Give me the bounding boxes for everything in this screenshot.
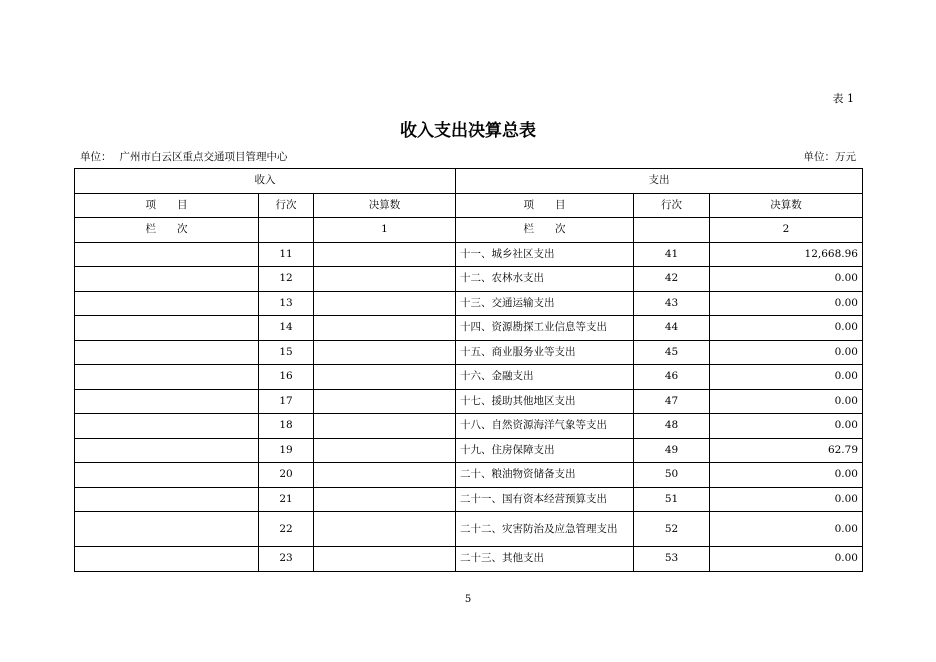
income-line-cell: 17 xyxy=(259,389,314,414)
income-line-cell: 15 xyxy=(259,340,314,365)
expense-line-cell: 46 xyxy=(634,365,710,390)
income-line-cell: 11 xyxy=(259,242,314,267)
expense-line-cell: 49 xyxy=(634,438,710,463)
income-item-cell xyxy=(75,463,259,488)
income-amount-cell xyxy=(314,340,456,365)
income-line-cell: 16 xyxy=(259,365,314,390)
column-header-row xyxy=(75,193,863,218)
income-amount-cell xyxy=(314,242,456,267)
income-line-cell: 23 xyxy=(259,547,314,572)
expense-line-cell: 45 xyxy=(634,340,710,365)
table-row xyxy=(75,267,863,292)
expense-item-cell: 二十二、灾害防治及应急管理支出 xyxy=(456,512,634,547)
expense-amount-cell: 0.00 xyxy=(710,340,863,365)
budget-table xyxy=(74,168,863,572)
expense-item-cell: 十七、援助其他地区支出 xyxy=(456,389,634,414)
expense-amount-cell: 12,668.96 xyxy=(710,242,863,267)
income-item-cell xyxy=(75,316,259,341)
unit-label: 单位： xyxy=(80,151,112,163)
income-item-cell xyxy=(75,547,259,572)
income-amount-cell xyxy=(314,438,456,463)
income-amount-header: 决算数 xyxy=(314,193,456,218)
expense-item-cell: 十五、商业服务业等支出 xyxy=(456,340,634,365)
income-item-cell xyxy=(75,438,259,463)
income-line-cell: 20 xyxy=(259,463,314,488)
income-section-header: 收入 xyxy=(75,169,456,194)
table-row xyxy=(75,512,863,547)
income-line-cell: 13 xyxy=(259,291,314,316)
income-line-cell: 21 xyxy=(259,487,314,512)
page-title: 收入支出决算总表 xyxy=(400,121,536,141)
income-item-cell xyxy=(75,291,259,316)
table-row xyxy=(75,487,863,512)
expense-amount-cell: 0.00 xyxy=(710,291,863,316)
table-row xyxy=(75,414,863,439)
expense-item-cell: 十九、住房保障支出 xyxy=(456,438,634,463)
income-amount-cell xyxy=(314,487,456,512)
income-amount-cell xyxy=(314,512,456,547)
table-row xyxy=(75,463,863,488)
income-item-cell xyxy=(75,512,259,547)
expense-line-cell: 47 xyxy=(634,389,710,414)
expense-amount-cell: 0.00 xyxy=(710,512,863,547)
table-number: 表 1 xyxy=(832,92,854,105)
expense-line-cell: 51 xyxy=(634,487,710,512)
expense-item-cell: 十一、城乡社区支出 xyxy=(456,242,634,267)
income-item-cell xyxy=(75,267,259,292)
income-item-cell xyxy=(75,487,259,512)
expense-item-cell: 十三、交通运输支出 xyxy=(456,291,634,316)
expense-item-cell: 二十三、其他支出 xyxy=(456,547,634,572)
income-amount-cell xyxy=(314,291,456,316)
expense-line-cell: 41 xyxy=(634,242,710,267)
organization-name: 广州市白云区重点交通项目管理中心 xyxy=(119,151,288,163)
table-row xyxy=(75,316,863,341)
income-line-cell: 18 xyxy=(259,414,314,439)
income-item-cell xyxy=(75,242,259,267)
expense-item-cell: 十二、农林水支出 xyxy=(456,267,634,292)
income-amount-cell xyxy=(314,414,456,439)
table-row xyxy=(75,438,863,463)
income-line-cell: 19 xyxy=(259,438,314,463)
table-row xyxy=(75,340,863,365)
expense-amount-cell: 0.00 xyxy=(710,365,863,390)
income-line-header: 行次 xyxy=(259,193,314,218)
income-line-cell: 22 xyxy=(259,512,314,547)
expense-line-cell: 42 xyxy=(634,267,710,292)
expense-amount-cell: 62.79 xyxy=(710,438,863,463)
expense-column-number: 2 xyxy=(710,218,863,243)
expense-line-blank xyxy=(634,218,710,243)
income-amount-cell xyxy=(314,547,456,572)
income-line-cell: 14 xyxy=(259,316,314,341)
income-item-header: 项 目 xyxy=(75,193,259,218)
expense-amount-cell: 0.00 xyxy=(710,547,863,572)
organization-line xyxy=(80,149,288,164)
expense-item-cell: 十六、金融支出 xyxy=(456,365,634,390)
expense-line-cell: 48 xyxy=(634,414,710,439)
expense-line-cell: 44 xyxy=(634,316,710,341)
expense-column-label: 栏 次 xyxy=(456,218,634,243)
column-number-row xyxy=(75,218,863,243)
income-amount-cell xyxy=(314,463,456,488)
expense-amount-cell: 0.00 xyxy=(710,267,863,292)
expense-amount-cell: 0.00 xyxy=(710,414,863,439)
expense-line-cell: 52 xyxy=(634,512,710,547)
income-line-blank xyxy=(259,218,314,243)
income-amount-cell xyxy=(314,389,456,414)
expense-item-cell: 二十、粮油物资储备支出 xyxy=(456,463,634,488)
income-item-cell xyxy=(75,414,259,439)
income-column-label: 栏 次 xyxy=(75,218,259,243)
expense-amount-cell: 0.00 xyxy=(710,316,863,341)
expense-amount-header: 决算数 xyxy=(710,193,863,218)
expense-line-cell: 50 xyxy=(634,463,710,488)
expense-section-header: 支出 xyxy=(456,169,863,194)
table-row xyxy=(75,389,863,414)
section-header-row xyxy=(75,169,863,194)
expense-item-cell: 十八、自然资源海洋气象等支出 xyxy=(456,414,634,439)
income-column-number: 1 xyxy=(314,218,456,243)
expense-line-header: 行次 xyxy=(634,193,710,218)
expense-item-cell: 十四、资源勘探工业信息等支出 xyxy=(456,316,634,341)
income-item-cell xyxy=(75,340,259,365)
page-number: 5 xyxy=(464,594,472,605)
table-row xyxy=(75,547,863,572)
currency-unit: 单位：万元 xyxy=(803,151,856,163)
income-item-cell xyxy=(75,365,259,390)
table-row xyxy=(75,242,863,267)
expense-item-header: 项 目 xyxy=(456,193,634,218)
table-row xyxy=(75,291,863,316)
expense-amount-cell: 0.00 xyxy=(710,463,863,488)
expense-item-cell: 二十一、国有资本经营预算支出 xyxy=(456,487,634,512)
income-amount-cell xyxy=(314,267,456,292)
expense-line-cell: 53 xyxy=(634,547,710,572)
income-item-cell xyxy=(75,389,259,414)
table-row xyxy=(75,365,863,390)
income-line-cell: 12 xyxy=(259,267,314,292)
expense-amount-cell: 0.00 xyxy=(710,487,863,512)
expense-amount-cell: 0.00 xyxy=(710,389,863,414)
income-amount-cell xyxy=(314,365,456,390)
expense-line-cell: 43 xyxy=(634,291,710,316)
income-amount-cell xyxy=(314,316,456,341)
